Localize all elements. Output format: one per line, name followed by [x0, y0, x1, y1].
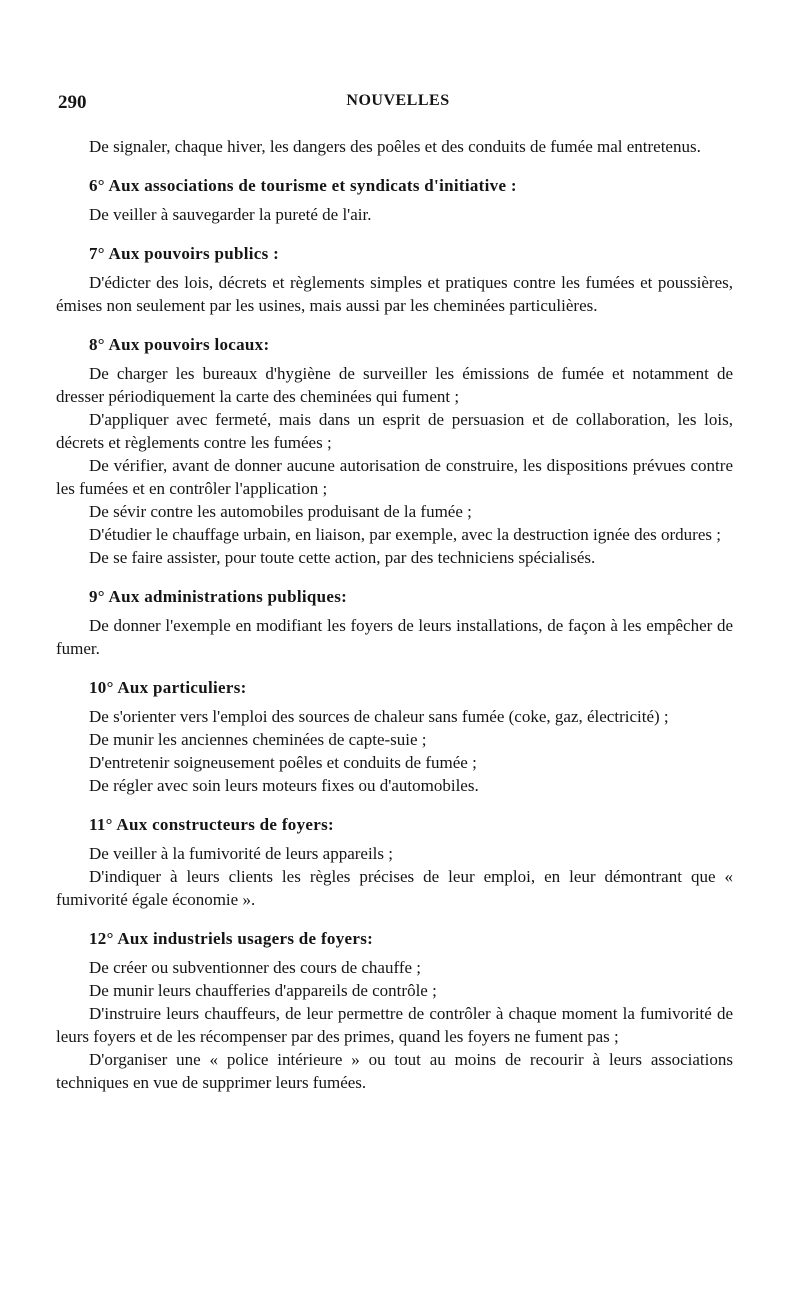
- section-8: [56, 333, 733, 569]
- section-number: 11°: [89, 815, 113, 834]
- section-10: [56, 676, 733, 797]
- paragraph: De régler avec soin leurs moteurs fixes ou d'automobiles.: [89, 776, 479, 795]
- running-title: NOUVELLES: [346, 92, 450, 109]
- page-number: 290: [58, 92, 87, 113]
- section-heading: [56, 242, 733, 265]
- section-title: Aux industriels usagers de foyers:: [117, 929, 374, 948]
- section-title: Aux pouvoirs locaux:: [108, 335, 270, 354]
- section-number: 9°: [89, 587, 105, 606]
- section-number: 10°: [89, 678, 114, 697]
- paragraph: De créer ou subventionner des cours de chauffe ;: [89, 958, 421, 977]
- section-title: Aux administrations publiques:: [108, 587, 348, 606]
- paragraph: De veiller à la fumivorité de leurs appareils ;: [89, 844, 393, 863]
- paragraph: De donner l'exemple en modifiant les foyers de leurs installations, de façon à les empêcher de fumer.: [56, 616, 733, 658]
- paragraph: De s'orienter vers l'emploi des sources de chaleur sans fumée (coke, gaz, électricité) ;: [89, 707, 669, 726]
- section-title: Aux pouvoirs publics :: [108, 244, 280, 263]
- section-7: [56, 242, 733, 317]
- section-title: Aux particuliers:: [117, 678, 247, 697]
- paragraph: D'édicter des lois, décrets et règlements simples et pratiques contre les fumées et poussières, émises non seulement par les usines, mais aussi par les cheminées particulières.: [56, 273, 733, 315]
- section-11: [56, 813, 733, 911]
- section-number: 12°: [89, 929, 114, 948]
- section-heading: [56, 813, 733, 836]
- paragraph: De munir leurs chaufferies d'appareils de contrôle ;: [89, 981, 437, 1000]
- paragraph: De charger les bureaux d'hygiène de surveiller les émissions de fumée et notamment de dresser périodiquement la carte des cheminées qui fument ;: [56, 364, 733, 406]
- paragraph: De sévir contre les automobiles produisant de la fumée ;: [89, 502, 472, 521]
- section-title: Aux constructeurs de foyers:: [116, 815, 334, 834]
- section-number: 7°: [89, 244, 105, 263]
- section-9: [56, 585, 733, 660]
- section-12: [56, 927, 733, 1094]
- paragraph: De munir les anciennes cheminées de capte-suie ;: [89, 730, 427, 749]
- section-heading: [56, 174, 733, 197]
- paragraph: D'appliquer avec fermeté, mais dans un esprit de persuasion et de collaboration, les lois, décrets et règlements contre les fumées ;: [56, 410, 733, 452]
- section-heading: [56, 927, 733, 950]
- section-number: 8°: [89, 335, 105, 354]
- section-heading: [56, 333, 733, 356]
- paragraph: D'étudier le chauffage urbain, en liaison, par exemple, avec la destruction ignée des ordures ;: [89, 525, 721, 544]
- intro-paragraph: De signaler, chaque hiver, les dangers des poêles et des conduits de fumée mal entretenus.: [89, 137, 701, 156]
- paragraph: De veiller à sauvegarder la pureté de l'air.: [89, 205, 372, 224]
- section-heading: [56, 585, 733, 608]
- paragraph: D'indiquer à leurs clients les règles précises de leur emploi, en leur démontrant que « fumivorité égale économie ».: [56, 867, 733, 909]
- body-text: [56, 135, 733, 1094]
- section-6: [56, 174, 733, 226]
- paragraph: D'entretenir soigneusement poêles et conduits de fumée ;: [89, 753, 477, 772]
- running-header: [58, 92, 738, 116]
- paragraph: D'organiser une « police intérieure » ou tout au moins de recourir à leurs associations techniques en vue de supprimer leurs fumées.: [56, 1050, 733, 1092]
- section-title: Aux associations de tourisme et syndicats d'initiative :: [108, 176, 517, 195]
- paragraph: D'instruire leurs chauffeurs, de leur permettre de contrôler à chaque moment la fumivorité de leurs foyers et de les récompenser par des primes, quand les foyers ne fument pas ;: [56, 1004, 733, 1046]
- section-heading: [56, 676, 733, 699]
- paragraph: De vérifier, avant de donner aucune autorisation de construire, les dispositions prévues contre les fumées et en contrôler l'application ;: [56, 456, 733, 498]
- paragraph: De se faire assister, pour toute cette action, par des techniciens spécialisés.: [89, 548, 596, 567]
- section-number: 6°: [89, 176, 105, 195]
